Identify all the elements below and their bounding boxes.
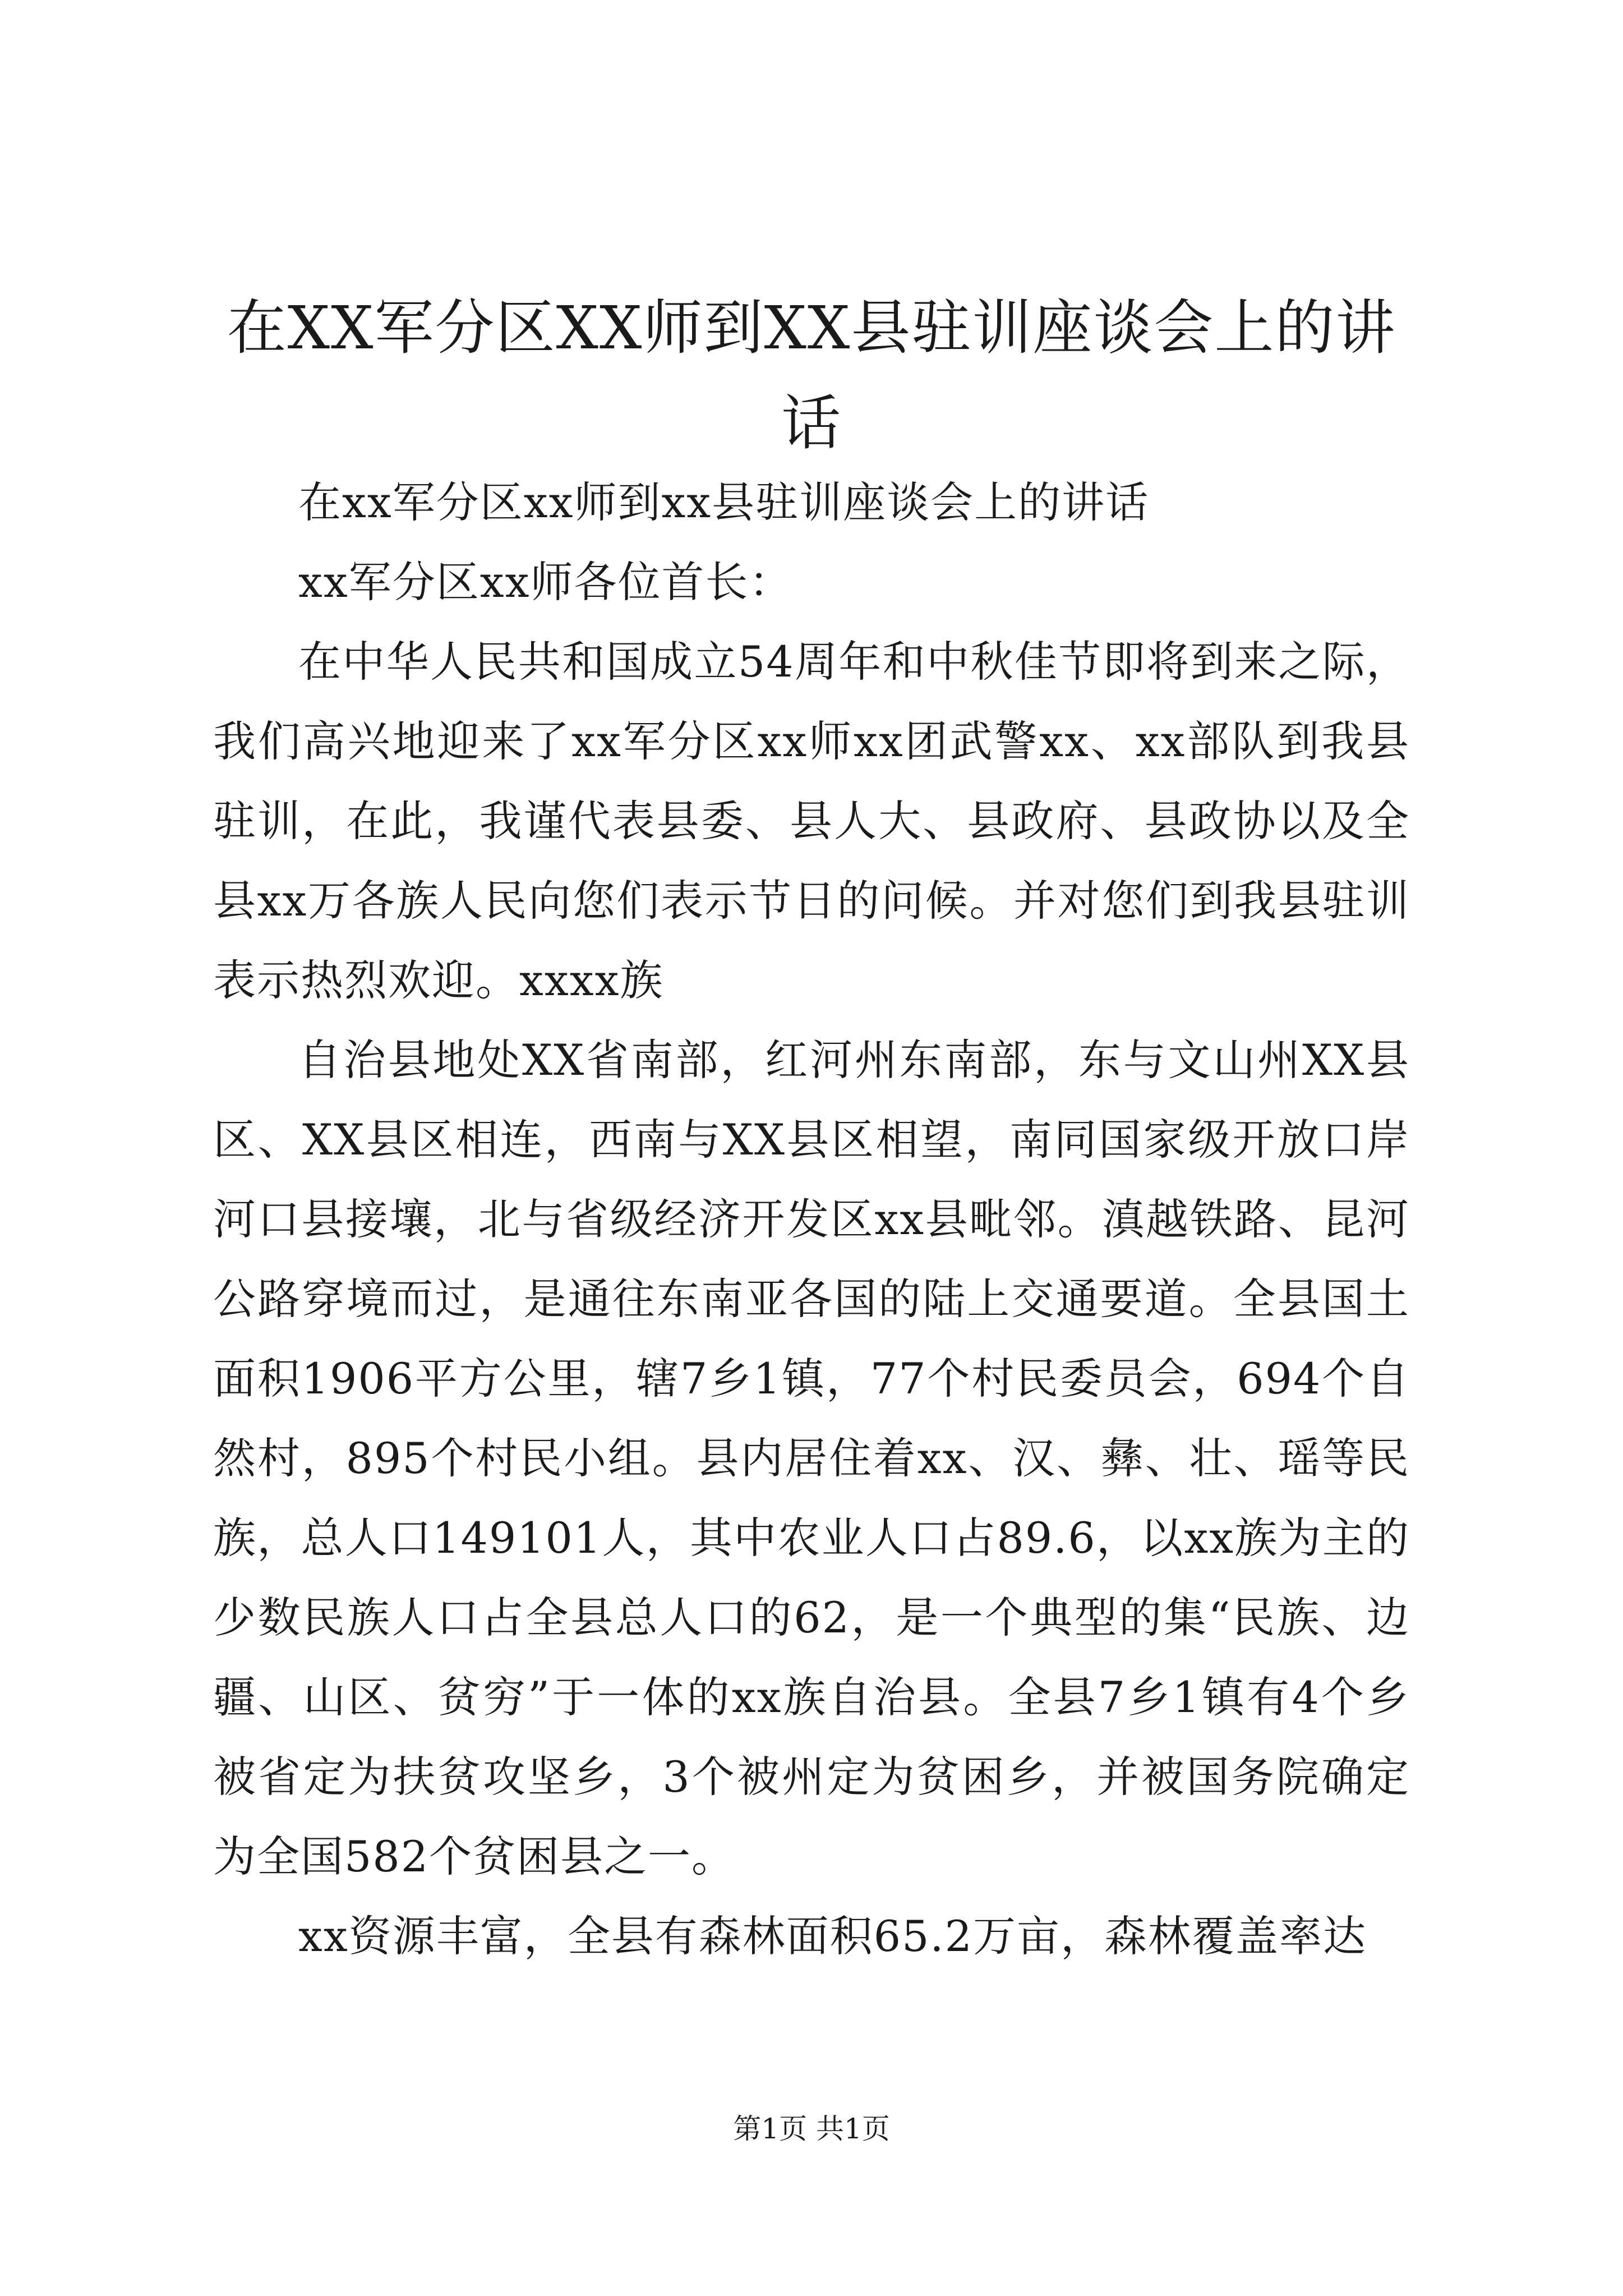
paragraph-subtitle: 在xx军分区xx师到xx县驻训座谈会上的讲话 xyxy=(298,477,1150,527)
document-title: 在XX军分区XX师到XX县驻训座谈会上的讲话 xyxy=(227,293,1396,458)
page-footer: 第1页 共1页 xyxy=(733,2113,890,2145)
paragraph-county-overview: 自治县地处XX省南部，红河州东南部，东与文山州XX县区、XX县区相连，西南与XX县区相望，南同国家级开放口岸河口县接壤，北与省级经济开发区xx县毗邻。滇越铁路、昆河公路穿境而过，是通往东南亚各国的陆上交通要道。全县国土面积1906平方公里，辖7乡1镇，77个村民委员会，694个自然村，895个村民小组。县内居住着xx、汉、彝、壮、瑶等民族，总人口149101人，其中农业人口占89.6，以xx族为主的少数民族人口占全县总人口的62，是一个典型的集“民族、边疆、山区、贫穷”于一体的xx族自治县。全县7乡1镇有4个乡被省定为扶贫攻坚乡，3个被州定为贫困乡，并被国务院确定为全国582个贫困县之一。 xyxy=(213,1035,1410,1881)
paragraph-welcome: 在中华人民共和国成立54周年和中秋佳节即将到来之际，我们高兴地迎来了xx军分区xx师xx团武警xx、xx部队到我县驻训，在此，我谨代表县委、县人大、县政府、县政协以及全县xx万各族人民向您们表示节日的问候。并对您们到我县驻训表示热烈欢迎。xxxx族 xyxy=(213,637,1410,1005)
paragraph-resources: xx资源丰富，全县有森林面积65.2万亩，森林覆盖率达 xyxy=(298,1911,1367,1961)
paragraph-salutation: xx军分区xx师各位首长： xyxy=(298,557,793,607)
document-body xyxy=(213,463,1410,1976)
